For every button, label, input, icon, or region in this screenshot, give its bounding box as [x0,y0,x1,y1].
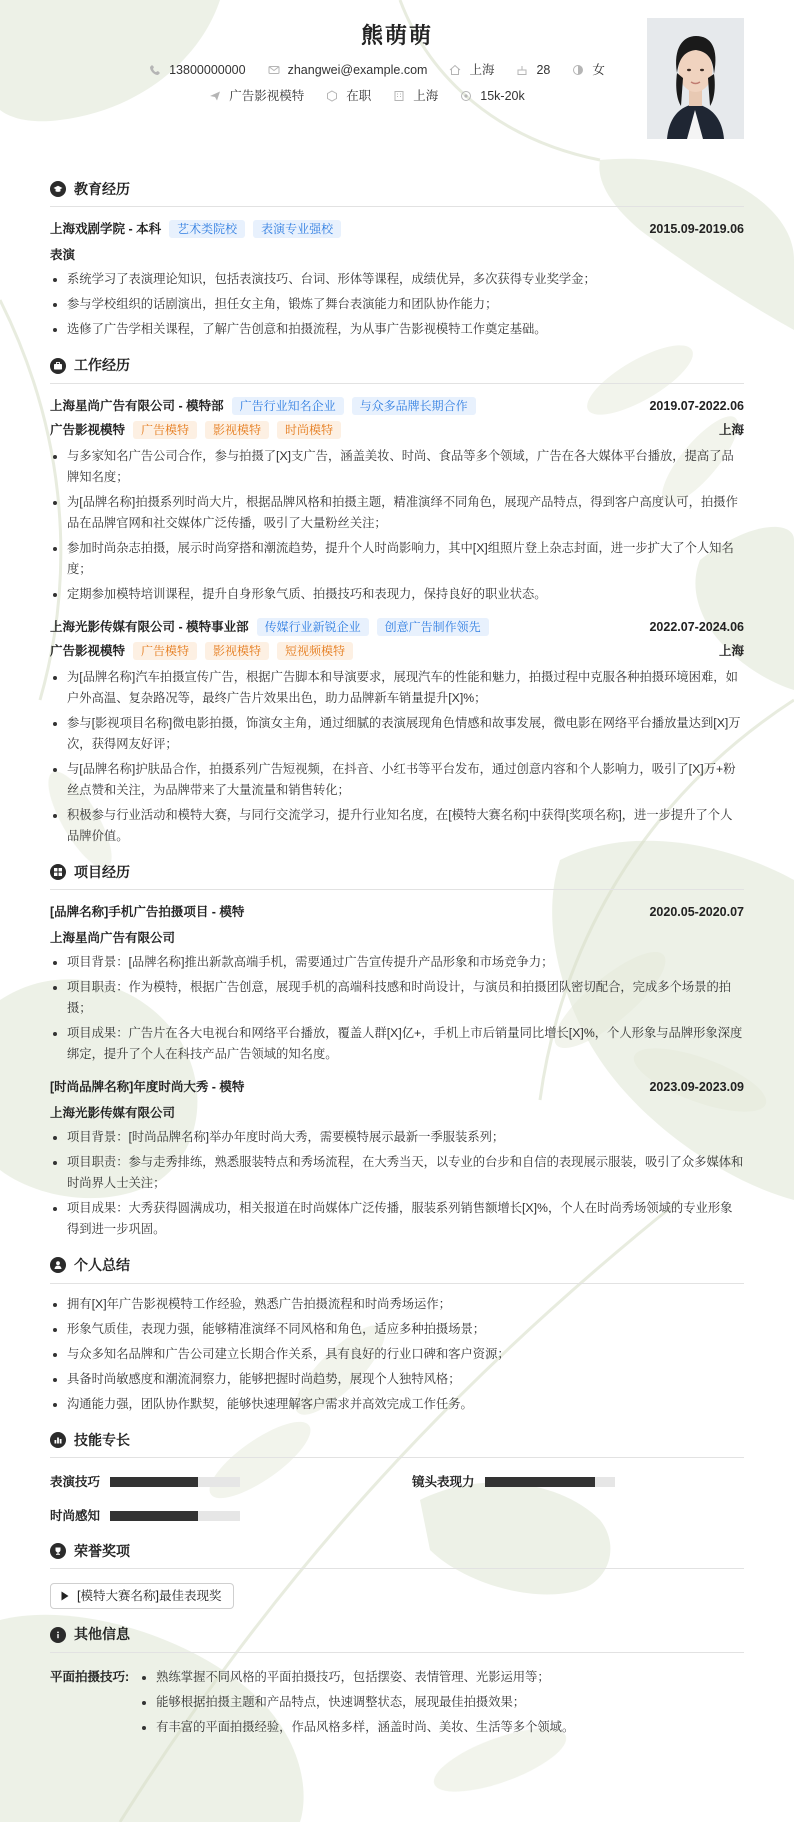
resume-header [50,14,744,164]
work-section [50,354,744,846]
skill-bar [110,1477,240,1487]
list-item: 形象气质佳，表现力强，能够精准演绎不同风格和角色，适应多种拍摄场景； [50,1319,744,1340]
salary-text: 15k-20k [480,89,525,103]
list-item: 定期参加模特培训课程，提升自身形象气质、拍摄技巧和表现力，保持良好的职业状态。 [50,584,744,605]
skills-grid [50,1468,744,1526]
other-section [50,1623,744,1741]
summary-bullets [50,1294,744,1415]
work-entry [50,394,744,605]
profile-photo [647,18,744,139]
other-bullets [139,1663,574,1742]
list-item: 熟练掌握不同风格的平面拍摄技巧，包括摆姿、表情管理、光影运用等； [139,1667,574,1688]
work-entry [50,615,744,847]
list-item: 项目职责：作为模特，根据广告创意，展现手机的高端科技感和时尚设计，与演员和拍摄团队密切配合，完成多个场景的拍摄； [50,977,744,1019]
email-text: zhangwei@example.com [287,63,428,77]
age-info [516,60,550,80]
award-item [50,1583,234,1609]
role-name: 广告影视模特 [50,643,126,658]
project-entry [50,900,744,1065]
work-location: 上海 [718,422,744,437]
role-tag: 短视频模特 [277,642,353,660]
work-date: 2022.07-2024.06 [649,619,744,634]
list-item: 项目职责：参与走秀排练，熟悉服装特点和秀场流程，在大秀当天，以专业的台步和自信的表现展示服装，吸引了众多媒体和时尚界人士关注； [50,1152,744,1194]
list-item: 为[品牌名称]汽车拍摄宣传广告，根据广告脚本和导演要求，展现汽车的性能和魅力，拍摄过程中克服各种拍摄环境困难，如户外高温、复杂路况等，最终广告片效果出色，助力品牌新车销量提升[X]%； [50,667,744,709]
gender-text: 女 [592,63,605,77]
skill-bar-fill [110,1477,198,1487]
project-bullets [50,1127,744,1240]
school-tag: 表演专业强校 [253,220,341,238]
skills-section [50,1429,744,1526]
work-location: 上海 [718,643,744,658]
salary-info [460,86,524,106]
section-title: 荣誉奖项 [74,1542,130,1559]
status-info [326,86,371,106]
list-item: 参与[影视项目名称]微电影拍摄，饰演女主角，通过细腻的表演展现角色情感和故事发展，微电影在网络平台播放量达到[X]万次，获得网友好评； [50,713,744,755]
project-entry [50,1075,744,1240]
status-icon [326,90,338,102]
list-item: 有丰富的平面拍摄经验，作品风格多样，涵盖时尚、美妆、生活等多个领域。 [139,1717,574,1738]
project-date: 2023.09-2023.09 [649,1080,744,1095]
other-label: 平面拍摄技巧: [50,1669,130,1684]
section-title: 其他信息 [74,1626,130,1643]
major-name: 表演 [50,248,76,263]
trophy-icon [50,1543,66,1559]
list-item: 项目成果：广告片在各大电视台和网络平台播放，覆盖人群[X]亿+，手机上市后销量同比增长[X]%，个人形象与品牌形象深度绑定，提升了个人在科技产品广告领域的知名度。 [50,1023,744,1065]
company-tag: 与众多品牌长期合作 [352,397,476,415]
list-item: 参与学校组织的话剧演出，担任女主角，锻炼了舞台表演能力和团队协作能力； [50,294,744,315]
candidate-name: 熊萌萌 [360,23,433,48]
skill-item [50,1472,382,1492]
list-item: 积极参与行业活动和模特大赛，与同行交流学习，提升行业知名度，在[模特大赛名称]中获得[奖项名称]，进一步提升了个人品牌价值。 [50,805,744,847]
city-text: 上海 [469,63,495,77]
skill-name: 时尚感知 [50,1508,101,1523]
work-date: 2019.07-2022.06 [649,398,744,413]
email-info [268,60,428,80]
company-tag: 广告行业知名企业 [232,397,344,415]
grid-icon [50,864,66,880]
skill-name: 镜头表现力 [412,1474,475,1489]
school-tag: 艺术类院校 [169,220,245,238]
skill-bar-fill [485,1477,596,1487]
phone-info [149,60,245,80]
email-icon [268,64,280,76]
education-date: 2015.09-2019.06 [649,222,744,237]
role-tag: 影视模特 [205,642,269,660]
position-info [209,86,304,106]
skill-item [50,1506,382,1526]
other-row [50,1663,744,1742]
list-item: 参加时尚杂志拍摄，展示时尚穿搭和潮流趋势，提升个人时尚影响力，其中[X]组照片登上杂志封面，进一步扩大了个人知名度； [50,538,744,580]
skills-heading [50,1429,744,1458]
company-name: 上海光影传媒有限公司 - 模特事业部 [50,619,249,634]
skill-item [412,1472,744,1492]
list-item: 项目背景：[品牌名称]推出新款高端手机，需要通过广告宣传提升产品形象和市场竞争力； [50,952,744,973]
list-item: 能够根据拍摄主题和产品特点，快速调整状态，展现最佳拍摄效果； [139,1692,574,1713]
role-tag: 影视模特 [205,421,269,439]
work-heading [50,354,744,383]
education-heading [50,178,744,207]
info-icon [50,1627,66,1643]
school-name: 上海戏剧学院 - 本科 [50,222,162,237]
briefcase-icon [50,358,66,374]
section-title: 个人总结 [74,1257,130,1274]
other-heading [50,1623,744,1652]
education-bullets [50,269,744,340]
list-item: 为[品牌名称]拍摄系列时尚大片，根据品牌风格和拍摄主题，精准演绎不同角色，展现产品特点，得到客户高度认可，拍摄作品在品牌官网和社交媒体广泛传播，吸引了大量粉丝关注； [50,492,744,534]
project-name: [品牌名称]手机广告拍摄项目 - 模特 [50,905,245,920]
projects-heading [50,861,744,890]
skill-bar [485,1477,615,1487]
status-text: 在职 [346,89,372,103]
list-item: 具备时尚敏感度和潮流洞察力，能够把握时尚趋势，展现个人独特风格； [50,1369,744,1390]
portrait-image [647,18,744,139]
gender-info [572,60,605,80]
work-bullets [50,667,744,847]
target-city-text: 上海 [413,89,439,103]
awards-heading [50,1540,744,1569]
section-title: 项目经历 [74,863,130,880]
skill-name: 表演技巧 [50,1474,101,1489]
education-section [50,178,744,340]
section-title: 技能专长 [74,1431,130,1448]
list-item: 与[品牌名称]护肤品合作，拍摄系列广告短视频，在抖音、小红书等平台发布，通过创意内容和个人影响力，吸引了[X]万+粉丝点赞和关注，为品牌带来了大量流量和销售转化； [50,759,744,801]
role-tag: 广告模特 [133,642,197,660]
list-item: 项目成果：大秀获得圆满成功，相关报道在时尚媒体广泛传播，服装系列销售额增长[X]%，个人在时尚秀场领域的专业形象得到进一步巩固。 [50,1198,744,1240]
role-name: 广告影视模特 [50,422,126,437]
job-intent-row [50,86,744,106]
graduation-cap-icon [50,181,66,197]
project-company: 上海星尚广告有限公司 [50,931,176,946]
awards-section [50,1540,744,1609]
contact-row [50,60,744,80]
company-tag: 传媒行业新锐企业 [257,618,369,636]
target-city-info [393,86,438,106]
home-icon [449,64,461,76]
position-text: 广告影视模特 [229,89,305,103]
phone-icon [149,64,161,76]
bar-chart-icon [50,1432,66,1448]
section-title: 教育经历 [74,181,130,197]
send-icon [209,90,221,102]
project-name: [时尚品牌名称]年度时尚大秀 - 模特 [50,1080,245,1095]
role-tag: 广告模特 [133,421,197,439]
play-icon [61,1591,69,1601]
summary-heading [50,1254,744,1283]
education-entry [50,217,744,340]
projects-section [50,861,744,1240]
work-bullets [50,446,744,605]
company-tag: 创意广告制作领先 [377,618,489,636]
cake-icon [516,64,528,76]
gender-icon [572,64,584,76]
list-item: 项目背景：[时尚品牌名称]举办年度时尚大秀，需要模特展示最新一季服装系列； [50,1127,744,1148]
person-icon [50,1257,66,1273]
summary-section [50,1254,744,1414]
city-info [449,60,494,80]
list-item: 沟通能力强，团队协作默契，能够快速理解客户需求并高效完成工作任务。 [50,1394,744,1415]
list-item: 与众多知名品牌和广告公司建立长期合作关系，具有良好的行业口碑和客户资源； [50,1344,744,1365]
skill-bar-fill [110,1511,198,1521]
skill-bar [110,1511,240,1521]
award-text: [模特大赛名称]最佳表现奖 [77,1589,222,1604]
section-title: 工作经历 [74,357,130,374]
project-company: 上海光影传媒有限公司 [50,1106,176,1121]
phone-text: 13800000000 [169,63,246,77]
project-bullets [50,952,744,1065]
list-item: 拥有[X]年广告影视模特工作经验，熟悉广告拍摄流程和时尚秀场运作； [50,1294,744,1315]
role-tag: 时尚模特 [277,421,341,439]
company-name: 上海星尚广告有限公司 - 模特部 [50,398,224,413]
list-item: 与多家知名广告公司合作，参与拍摄了[X]支广告，涵盖美妆、时尚、食品等多个领域，广告在各大媒体平台播放，提高了品牌知名度； [50,446,744,488]
list-item: 系统学习了表演理论知识，包括表演技巧、台词、形体等课程，成绩优异，多次获得专业奖学金； [50,269,744,290]
project-date: 2020.05-2020.07 [649,905,744,920]
list-item: 选修了广告学相关课程，了解广告创意和拍摄流程，为从事广告影视模特工作奠定基础。 [50,319,744,340]
age-text: 28 [536,63,551,77]
money-icon [460,90,472,102]
building-icon [393,90,405,102]
